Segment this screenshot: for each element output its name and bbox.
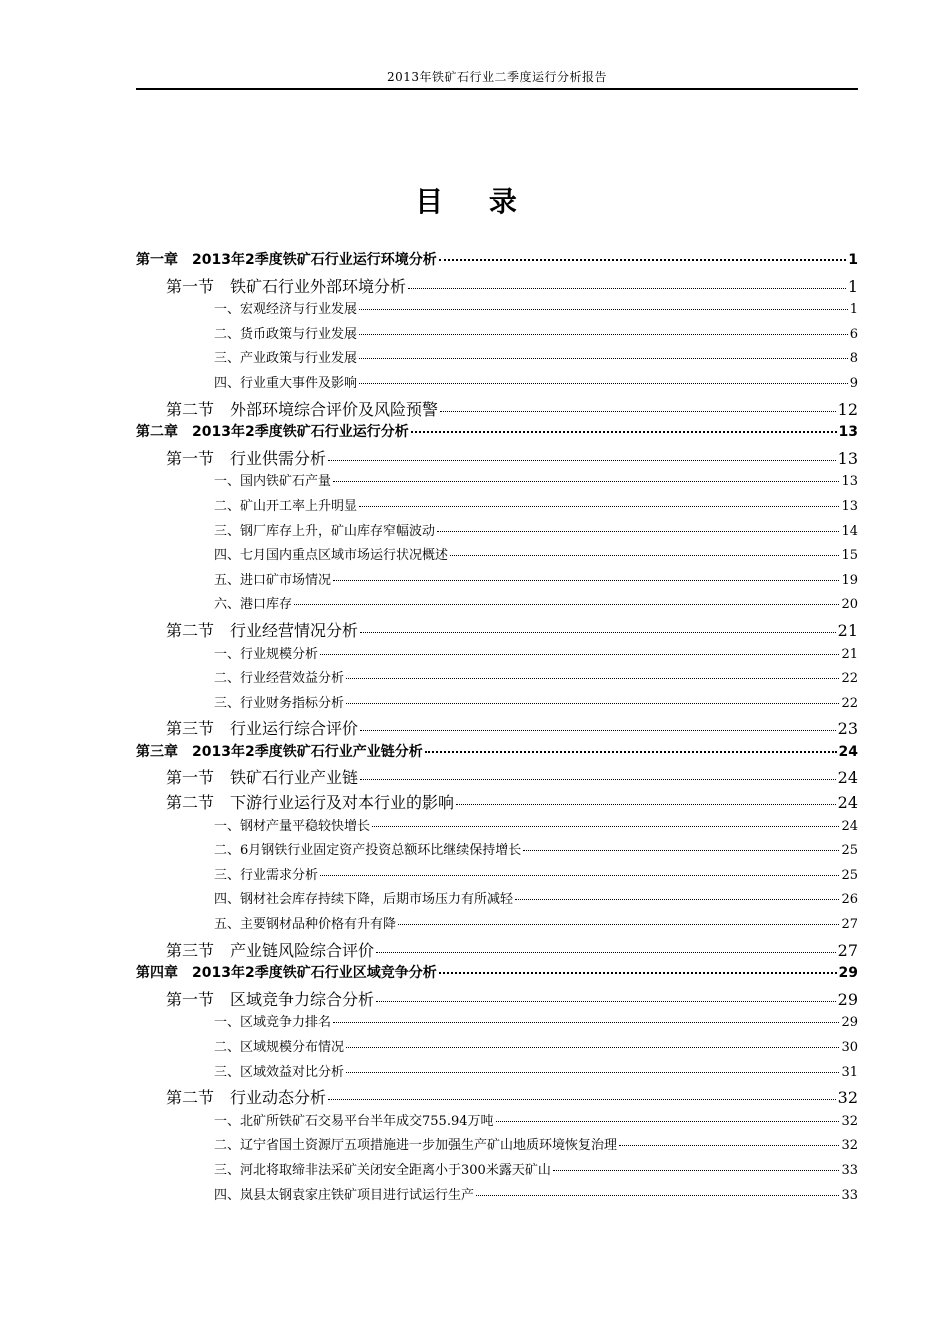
toc-entry-label: 第三节 行业运行综合评价 — [166, 719, 359, 739]
toc-entry-label: 第一节 铁矿石行业外部环境分析 — [166, 276, 407, 296]
toc-entry-label: 二、辽宁省国土资源厅五项措施进一步加强生产矿山地质环境恢复治理 — [214, 1138, 618, 1154]
toc-item-entry[interactable] — [136, 569, 858, 594]
toc-item-entry[interactable] — [136, 1134, 858, 1159]
toc-entry-label: 第四章 2013年2季度铁矿石行业区域竞争分析 — [136, 965, 437, 982]
toc-chapter-entry[interactable] — [136, 962, 858, 987]
toc-entry-page-number: 13 — [841, 474, 858, 490]
toc-entry-page-number: 24 — [837, 793, 858, 813]
dot-leader — [320, 875, 839, 876]
toc-entry-label: 第三节 产业链风险综合评价 — [166, 940, 375, 960]
dot-leader — [360, 730, 836, 731]
dot-leader — [553, 1170, 840, 1171]
dot-leader — [359, 334, 848, 335]
toc-section-entry[interactable] — [136, 938, 858, 963]
toc-item-entry[interactable] — [136, 692, 858, 717]
toc-entry-page-number: 23 — [837, 719, 858, 739]
dot-leader — [320, 654, 839, 655]
toc-entry-page-number: 13 — [837, 448, 858, 468]
dot-leader — [523, 850, 839, 851]
toc-entry-label: 第二节 行业动态分析 — [166, 1088, 327, 1108]
toc-entry-page-number: 24 — [838, 743, 858, 760]
dot-leader — [359, 309, 848, 310]
dot-leader — [328, 460, 836, 461]
toc-entry-page-number: 29 — [841, 1015, 858, 1031]
dot-leader — [294, 604, 839, 605]
toc-chapter-entry[interactable] — [136, 421, 858, 446]
dot-leader — [376, 1001, 836, 1002]
dot-leader — [360, 632, 836, 633]
toc-entry-page-number: 32 — [837, 1088, 858, 1108]
toc-entry-label: 三、产业政策与行业发展 — [214, 351, 358, 367]
toc-item-entry[interactable] — [136, 593, 858, 618]
toc-entry-page-number: 29 — [837, 989, 858, 1009]
toc-entry-label: 第二节 行业经营情况分析 — [166, 620, 359, 640]
dot-leader — [346, 1072, 839, 1073]
toc-item-entry[interactable] — [136, 1036, 858, 1061]
toc-entry-page-number: 32 — [841, 1138, 858, 1154]
toc-item-entry[interactable] — [136, 544, 858, 569]
toc-entry-label: 一、宏观经济与行业发展 — [214, 302, 358, 318]
toc-entry-page-number: 15 — [841, 548, 858, 564]
toc-item-entry[interactable] — [136, 888, 858, 913]
toc-entry-label: 第一章 2013年2季度铁矿石行业运行环境分析 — [136, 252, 437, 268]
toc-entry-page-number: 21 — [841, 646, 858, 662]
dot-leader — [359, 383, 848, 384]
toc-entry-label: 第二节 下游行业运行及对本行业的影响 — [166, 793, 455, 813]
dot-leader — [398, 924, 839, 925]
toc-entry-page-number: 14 — [841, 523, 858, 539]
table-of-contents — [136, 249, 858, 1208]
dot-leader — [359, 358, 848, 359]
toc-entry-page-number: 33 — [841, 1187, 858, 1203]
dot-leader — [346, 678, 839, 679]
toc-item-entry[interactable] — [136, 372, 858, 397]
toc-entry-label: 六、港口库存 — [214, 597, 293, 613]
toc-item-entry[interactable] — [136, 839, 858, 864]
toc-item-entry[interactable] — [136, 864, 858, 889]
toc-entry-label: 一、钢材产量平稳较快增长 — [214, 818, 371, 834]
toc-entry-label: 二、区域规模分布情况 — [214, 1040, 345, 1055]
toc-entry-label: 二、行业经营效益分析 — [214, 671, 345, 687]
toc-title: 目 录 — [415, 185, 535, 218]
toc-section-entry[interactable] — [136, 716, 858, 741]
toc-entry-page-number: 25 — [841, 843, 858, 859]
toc-item-entry[interactable] — [136, 1110, 858, 1135]
toc-entry-label: 三、河北将取缔非法采矿关闭安全距离小于300米露天矿山 — [214, 1162, 551, 1178]
toc-section-entry[interactable] — [136, 446, 858, 471]
toc-item-entry[interactable] — [136, 667, 858, 692]
toc-entry-label: 四、行业重大事件及影响 — [214, 375, 358, 391]
toc-entry-page-number: 27 — [837, 940, 858, 960]
dot-leader — [619, 1145, 839, 1146]
toc-item-entry[interactable] — [136, 495, 858, 520]
toc-chapter-entry[interactable] — [136, 249, 858, 274]
header-rule — [136, 88, 858, 90]
toc-item-entry[interactable] — [136, 298, 858, 323]
toc-item-entry[interactable] — [136, 1061, 858, 1086]
toc-section-entry[interactable] — [136, 790, 858, 815]
toc-item-entry[interactable] — [136, 1184, 858, 1209]
toc-entry-label: 三、钢厂库存上升，矿山库存窄幅波动 — [214, 523, 436, 539]
toc-entry-label: 第三章 2013年2季度铁矿石行业产业链分析 — [136, 743, 423, 760]
toc-entry-label: 四、七月国内重点区域市场运行状况概述 — [214, 548, 449, 564]
toc-entry-label: 一、国内铁矿石产量 — [214, 474, 332, 490]
toc-entry-page-number: 8 — [849, 351, 858, 367]
dot-leader — [439, 972, 837, 974]
toc-entry-label: 一、北矿所铁矿石交易平台半年成交755.94万吨 — [214, 1113, 494, 1129]
toc-entry-label: 第二章 2013年2季度铁矿石行业运行分析 — [136, 424, 409, 441]
toc-entry-label: 第二节 外部环境综合评价及风险预警 — [166, 399, 439, 419]
toc-entry-page-number: 25 — [841, 867, 858, 883]
dot-leader — [437, 531, 839, 532]
toc-item-entry[interactable] — [136, 815, 858, 840]
toc-entry-page-number: 19 — [841, 572, 858, 588]
dot-leader — [372, 826, 839, 827]
toc-item-entry[interactable] — [136, 643, 858, 668]
toc-entry-label: 第一节 区域竞争力综合分析 — [166, 989, 375, 1009]
dot-leader — [333, 1022, 839, 1023]
dot-leader — [359, 506, 839, 507]
toc-entry-page-number: 1 — [849, 302, 858, 318]
toc-entry-page-number: 24 — [837, 768, 858, 788]
toc-item-entry[interactable] — [136, 347, 858, 372]
toc-entry-page-number: 21 — [837, 620, 858, 640]
dot-leader — [376, 952, 836, 953]
toc-entry-page-number: 32 — [841, 1113, 858, 1129]
toc-entry-page-number: 12 — [837, 399, 858, 419]
toc-entry-label: 五、主要钢材品种价格有升有降 — [214, 917, 397, 933]
dot-leader — [496, 1121, 840, 1122]
toc-entry-label: 四、岚县太钢袁家庄铁矿项目进行试运行生产 — [214, 1187, 475, 1203]
toc-entry-page-number: 27 — [841, 917, 858, 933]
toc-entry-page-number: 22 — [841, 671, 858, 687]
dot-leader — [515, 899, 839, 900]
dot-leader — [476, 1195, 839, 1196]
toc-entry-page-number: 9 — [849, 375, 858, 391]
toc-entry-label: 一、区域竞争力排名 — [214, 1015, 332, 1031]
toc-entry-page-number: 1 — [848, 252, 858, 268]
toc-entry-page-number: 20 — [841, 597, 858, 613]
toc-entry-label: 第一节 铁矿石行业产业链 — [166, 768, 359, 788]
dot-leader — [333, 481, 839, 482]
dot-leader — [408, 288, 846, 289]
toc-entry-label: 三、行业财务指标分析 — [214, 695, 345, 711]
toc-entry-label: 二、矿山开工率上升明显 — [214, 498, 358, 514]
toc-entry-label: 第一节 行业供需分析 — [166, 448, 327, 468]
toc-entry-page-number: 29 — [838, 965, 858, 982]
toc-entry-label: 二、货币政策与行业发展 — [214, 326, 358, 342]
toc-entry-label: 四、钢材社会库存持续下降，后期市场压力有所减轻 — [214, 892, 514, 908]
toc-section-entry[interactable] — [136, 274, 858, 299]
running-header: 2013年铁矿石行业二季度运行分析报告 — [386, 70, 608, 84]
dot-leader — [456, 804, 836, 805]
toc-entry-page-number: 1 — [847, 276, 858, 296]
toc-entry-page-number: 13 — [841, 498, 858, 514]
toc-entry-label: 二、6月钢铁行业固定资产投资总额环比继续保持增长 — [214, 843, 522, 859]
toc-entry-page-number: 26 — [841, 892, 858, 908]
toc-section-entry[interactable] — [136, 397, 858, 422]
dot-leader — [450, 555, 839, 556]
toc-entry-label: 一、行业规模分析 — [214, 646, 319, 662]
toc-entry-page-number: 31 — [841, 1064, 858, 1080]
toc-item-entry[interactable] — [136, 470, 858, 495]
dot-leader — [440, 411, 836, 412]
toc-item-entry[interactable] — [136, 1011, 858, 1036]
toc-chapter-entry[interactable] — [136, 741, 858, 766]
toc-entry-page-number: 30 — [841, 1040, 858, 1055]
toc-section-entry[interactable] — [136, 618, 858, 643]
toc-entry-label: 三、行业需求分析 — [214, 867, 319, 883]
toc-entry-label: 五、进口矿市场情况 — [214, 572, 332, 588]
toc-entry-page-number: 33 — [841, 1162, 858, 1178]
dot-leader — [346, 1047, 839, 1048]
dot-leader — [360, 779, 836, 780]
toc-entry-label: 三、区域效益对比分析 — [214, 1064, 345, 1080]
dot-leader — [411, 431, 837, 433]
toc-item-entry[interactable] — [136, 520, 858, 545]
toc-item-entry[interactable] — [136, 1159, 858, 1184]
toc-section-entry[interactable] — [136, 765, 858, 790]
toc-item-entry[interactable] — [136, 323, 858, 348]
dot-leader — [328, 1099, 836, 1100]
dot-leader — [425, 751, 837, 753]
toc-entry-page-number: 6 — [849, 326, 858, 342]
toc-item-entry[interactable] — [136, 913, 858, 938]
toc-entry-page-number: 13 — [838, 424, 858, 441]
dot-leader — [439, 259, 847, 261]
dot-leader — [346, 703, 839, 704]
dot-leader — [333, 580, 839, 581]
toc-section-entry[interactable] — [136, 987, 858, 1012]
toc-entry-page-number: 22 — [841, 695, 858, 711]
toc-entry-page-number: 24 — [841, 818, 858, 834]
toc-section-entry[interactable] — [136, 1085, 858, 1110]
